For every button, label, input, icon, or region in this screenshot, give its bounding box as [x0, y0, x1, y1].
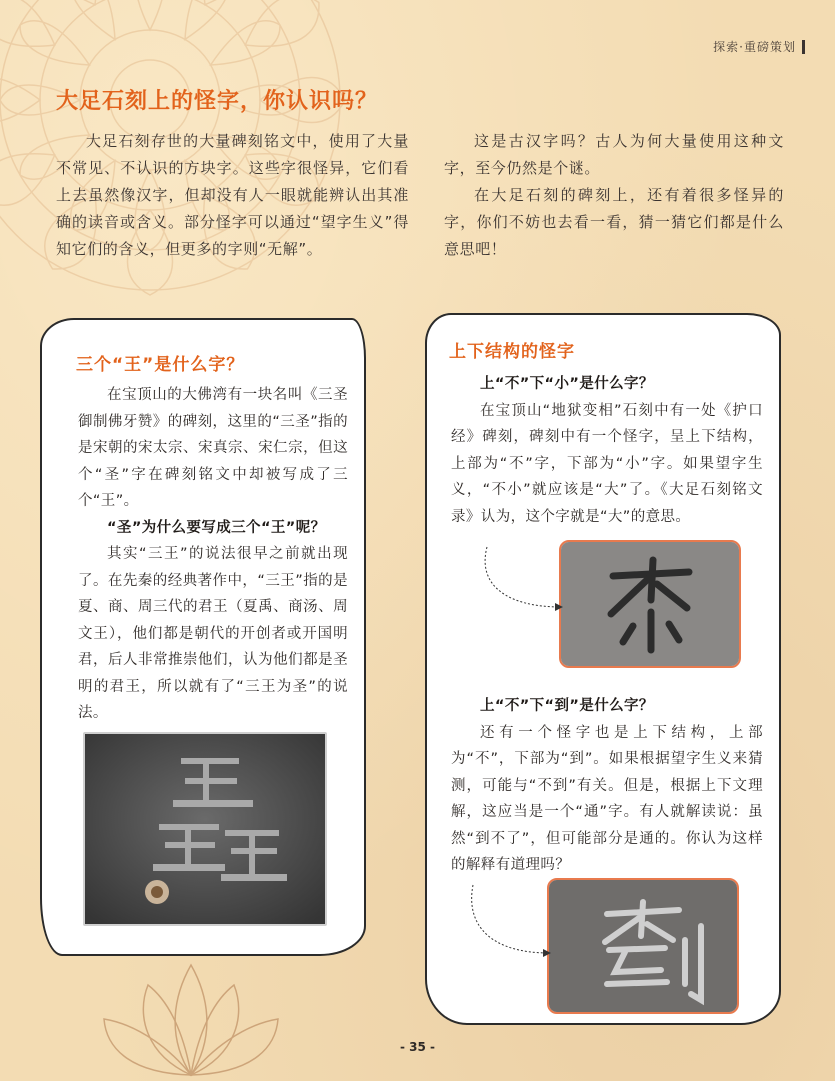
- card-paragraph: 在宝顶山的大佛湾有一块名叫《三圣御制佛牙赞》的碑刻，这里的“三圣”指的是宋朝的宋太宗、宋真宗、宋仁宗，但这个“圣”字在碑刻铭文中却被写成了三个“王”。: [78, 387, 348, 509]
- intro-left-column: [56, 128, 409, 263]
- intro-paragraph: 这是古汉字吗？古人为何大量使用这种文字，至今仍然是个谜。: [444, 132, 784, 177]
- three-wang-stone-photo: [83, 732, 327, 926]
- card-body: [451, 371, 763, 530]
- card-paragraph: 在宝顶山“地狱变相”石刻中有一处《护口经》碑刻，碑刻中有一个怪字，呈上下结构，上部为“不”字，下部为“小”字。如果望字生义，“不小”就应该是“大”了。《大足石刻铭文录》认为，这个字就是“大”的意思。: [451, 402, 763, 525]
- bu-dao-character-photo: [547, 878, 739, 1014]
- card-subheading: 上“不”下“小”是什么字？: [480, 376, 654, 392]
- card-body-2: [451, 693, 763, 879]
- card-heading: 三个“王”是什么字？: [76, 355, 245, 375]
- card-paragraph: 其实“三王”的说法很早之前就出现了。在先秦的经典著作中，“三王”指的是夏、商、周三代的君王（夏禹、商汤、周文王），他们都是朝代的开创者或开国明君，后人非常推崇他们，认为他们都是圣明的君王，所以就有了“三王为圣”的说法。: [78, 546, 348, 721]
- card-subheading: “圣”为什么要写成三个“王”呢？: [107, 519, 326, 536]
- bu-xiao-character-photo: [559, 540, 741, 668]
- page-number: - 35 -: [399, 1040, 435, 1054]
- page-title: 大足石刻上的怪字，你认识吗？: [56, 89, 379, 114]
- intro-right-column: [444, 128, 784, 263]
- card-paragraph: 还有一个怪字也是上下结构，上部为“不”，下部为“到”。如果根据望字生义来猜测，可能与“不到”有关。但是，根据上下文理解，这应当是一个“通”字。有人就解读说：虽然“到不了”，但可能部分是通的。你认为这样的解释有道理吗？: [451, 724, 763, 873]
- upper-lower-structure-card: [425, 313, 781, 1025]
- section-tag: 探索·重磅策划: [713, 40, 805, 54]
- card-heading: 上下结构的怪字: [449, 342, 575, 362]
- three-wang-card: [40, 318, 366, 956]
- arrow-pointer-2: [467, 883, 557, 963]
- arrow-pointer-1: [477, 545, 567, 615]
- card-body: [78, 382, 348, 727]
- intro-paragraph: 大足石刻存世的大量碑刻铭文中，使用了大量不常见、不认识的方块字。这些字很怪异，它们看上去虽然像汉字，但却没有人一眼就能辨认出其准确的读音或含义。部分怪字可以通过“望字生义”得知它们的含义，但更多的字则“无解”。: [56, 132, 409, 258]
- card-subheading: 上“不”下“到”是什么字？: [480, 698, 654, 714]
- intro-paragraph: 在大足石刻的碑刻上，还有着很多怪异的字，你们不妨也去看一看，猜一猜它们都是什么意思吧！: [444, 186, 784, 258]
- lotus-ornament: [96, 955, 286, 1081]
